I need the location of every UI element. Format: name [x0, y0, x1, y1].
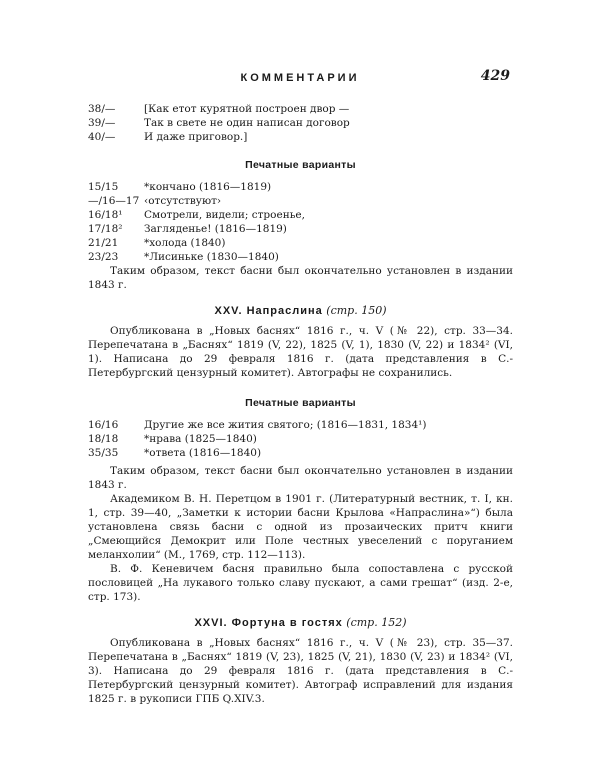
- running-head: КОММЕНТАРИИ: [240, 72, 360, 84]
- line-number: 17/18²: [88, 223, 123, 235]
- line-text: И даже приговор.]: [144, 131, 248, 143]
- line-number: 15/15: [88, 181, 119, 193]
- variants-list: [88, 418, 513, 460]
- line-number: 16/16: [88, 419, 119, 431]
- variant-line: [88, 432, 513, 446]
- variant-line: [88, 236, 513, 250]
- section-title: XXVI. Фортуна в гостях: [194, 617, 343, 629]
- line-text: *нрава (1825—1840): [144, 433, 257, 445]
- line-text: [Как етот курятной построен двор —: [144, 103, 350, 115]
- line-number: 39/—: [88, 117, 116, 129]
- line-number: 40/—: [88, 131, 116, 143]
- verse-line: [88, 130, 513, 144]
- line-number: 21/21: [88, 237, 119, 249]
- section-page-ref: (стр. 150): [326, 304, 387, 317]
- conclusion-paragraph: Таким образом, текст басни был окончательно установлен в издании 1843 г.: [88, 465, 513, 491]
- line-text: Загляденье! (1816—1819): [144, 223, 287, 235]
- verse-line: [88, 116, 513, 130]
- section-title: XXV. Напраслина: [214, 305, 323, 317]
- line-number: 18/18: [88, 433, 119, 445]
- variants-heading: Печатные варианты: [245, 159, 356, 171]
- variants-list: [88, 180, 513, 264]
- line-text: *кончано (1816—1819): [144, 181, 272, 193]
- section-page-ref: (стр. 152): [346, 616, 407, 629]
- variant-line: [88, 208, 513, 222]
- line-text: *Лисиньке (1830—1840): [144, 251, 279, 263]
- commentary-paragraph: В. Ф. Кеневичем басня правильно была сопоставлена с русской пословицей „На лукавого только славу пускают, а сами грешат“ (изд. 2-е, стр. 173).: [88, 563, 513, 603]
- variant-line: [88, 250, 513, 264]
- line-text: *ответа (1816—1840): [144, 447, 262, 459]
- line-text: Смотрели, видели; строенье,: [144, 209, 305, 221]
- variant-line: [88, 222, 513, 236]
- publication-paragraph: Опубликована в „Новых баснях“ 1816 г., ч. V (№ 23), стр. 35—37. Перепечатана в „Баснях“ 1819 (V, 23), 1825 (V, 21), 1830 (V, 23) и 1834² (VI, 3). Написана до 29 февраля 1816 г. (дата представления в С.-Петербургский цензурный комитет). Автограф исправлений для издания 1825 г. в рукописи ГПБ Q.XIV.3.: [88, 637, 513, 705]
- verse-line: [88, 102, 513, 116]
- line-text: Другие же все жития святого; (1816—1831, 1834¹): [144, 419, 427, 431]
- page-content: [88, 102, 513, 706]
- verse-block: [88, 102, 513, 144]
- line-text: *холода (1840): [144, 237, 226, 249]
- page-number: 429: [480, 68, 510, 84]
- conclusion-paragraph: Таким образом, текст басни был окончательно установлен в издании 1843 г.: [88, 265, 513, 291]
- line-text: Так в свете не один написан договор: [144, 117, 350, 129]
- variant-line: [88, 446, 513, 460]
- variant-line: [88, 418, 513, 432]
- line-number: 38/—: [88, 103, 116, 115]
- variant-line: [88, 180, 513, 194]
- line-number: 23/23: [88, 251, 119, 263]
- commentary-paragraph: Академиком В. Н. Перетцом в 1901 г. (Литературный вестник, т. I, кн. 1, стр. 39—40, „Заметки к истории басни Крылова «Напраслина»“) была установлена связь басни с одной из прозаических притч книги „Смеющийся Демокрит или Поле честных увеселений с поруганием меланхолии“ (М., 1769, стр. 112—113).: [88, 493, 513, 561]
- line-number: 16/18¹: [88, 209, 123, 221]
- variant-line: [88, 194, 513, 208]
- section-heading-xxv: [88, 304, 513, 318]
- line-number: —/16—17: [88, 195, 140, 207]
- variants-heading: Печатные варианты: [245, 397, 356, 409]
- line-number: 35/35: [88, 447, 119, 459]
- section-heading-xxvi: [88, 616, 513, 630]
- publication-paragraph: Опубликована в „Новых баснях“ 1816 г., ч. V (№ 22), стр. 33—34. Перепечатана в „Баснях“ 1819 (V, 22), 1825 (V, 1), 1830 (V, 22) и 1834² (VI, 1). Написана до 29 февраля 1816 г. (дата представления в С.-Петербургский цензурный комитет). Автографы не сохранились.: [88, 325, 513, 379]
- line-text: ‹отсутствуют›: [144, 195, 222, 207]
